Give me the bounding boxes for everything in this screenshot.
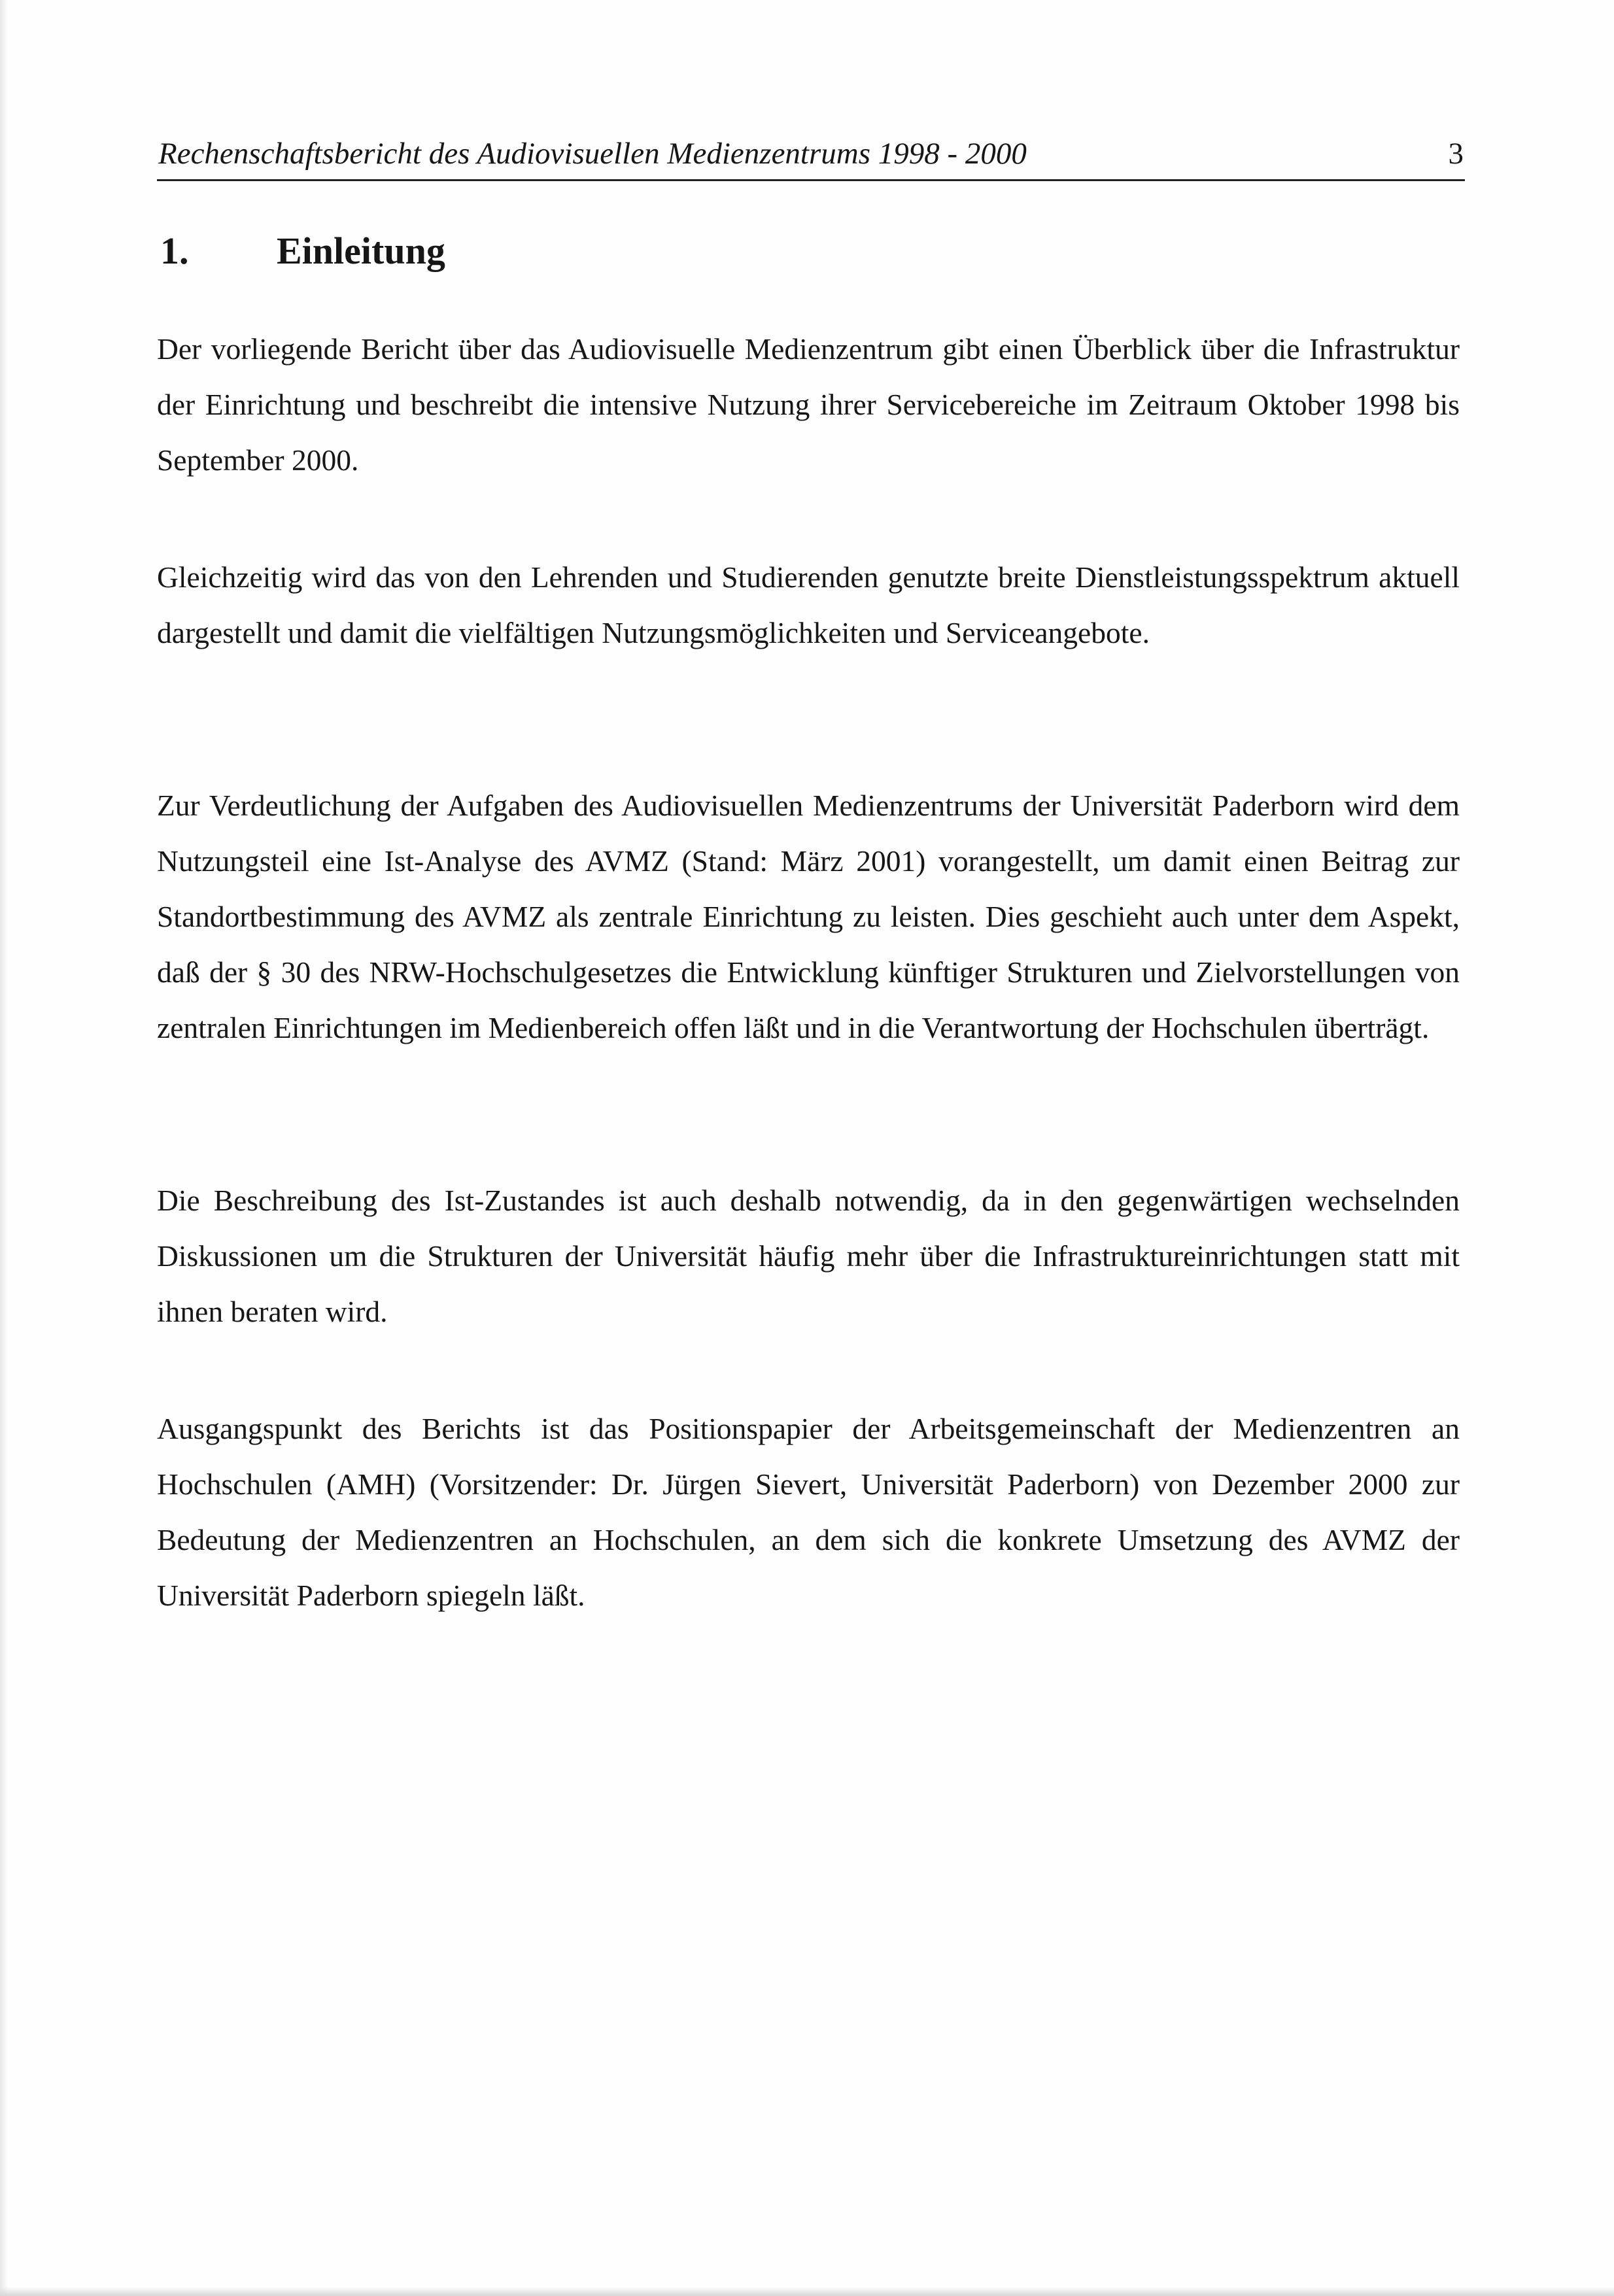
section-heading — [160, 225, 445, 277]
paragraph-2: Gleichzeitig wird das von den Lehrenden und Studierenden genutzte breite Dienstleistungsspektrum aktuell dargestellt und damit die vielfältigen Nutzungsmöglichkeiten und Serviceangebote. — [157, 560, 1460, 649]
running-header — [157, 131, 1465, 181]
scan-edge-left — [0, 0, 8, 2296]
running-header-title: Rechenschaftsbericht des Audiovisuellen Medienzentrums 1998 - 2000 — [158, 137, 1027, 171]
paragraph-1: Der vorliegende Bericht über das Audiovisuelle Medienzentrum gibt einen Überblick über die Infrastruktur der Einrichtung und beschreibt die intensive Nutzung ihrer Servicebereiche im Zeitraum Oktober 1998 bis September 2000. — [157, 332, 1460, 477]
page-number: 3 — [1448, 137, 1464, 171]
paragraph-5: Ausgangspunkt des Berichts ist das Positionspapier der Arbeitsgemeinschaft der Medienzentren an Hochschulen (AMH) (Vorsitzender: Dr. Jürgen Sievert, Universität Paderborn) von Dezember 2000 zur Bedeutung der Medienzentren an Hochschulen, an dem sich die konkrete Umsetzung des AVMZ der Universität Paderborn spiegeln läßt. — [157, 1412, 1460, 1612]
section-number: 1. — [160, 230, 189, 272]
section-title: Einleitung — [277, 230, 445, 272]
paragraph-4: Die Beschreibung des Ist-Zustandes ist auch deshalb notwendig, da in den gegenwärtigen wechselnden Diskussionen um die Strukturen der Universität häufig mehr über die Infrastruktureinrichtungen statt mit ihnen beraten wird. — [157, 1184, 1460, 1328]
scan-edge-bottom — [0, 2287, 1614, 2296]
paragraph-3: Zur Verdeutlichung der Aufgaben des Audiovisuellen Medienzentrums der Universität Paderborn wird dem Nutzungsteil eine Ist-Analyse des AVMZ (Stand: März 2001) vorangestellt, um damit einen Beitrag zur Standortbestimmung des AVMZ als zentrale Einrichtung zu leisten. Dies geschieht auch unter dem Aspekt, daß der § 30 des NRW-Hochschulgesetzes die Entwicklung künftiger Strukturen und Zielvorstellungen von zentralen Einrichtungen im Medienbereich offen läßt und in die Verantwortung der Hochschulen überträgt. — [157, 789, 1460, 1044]
